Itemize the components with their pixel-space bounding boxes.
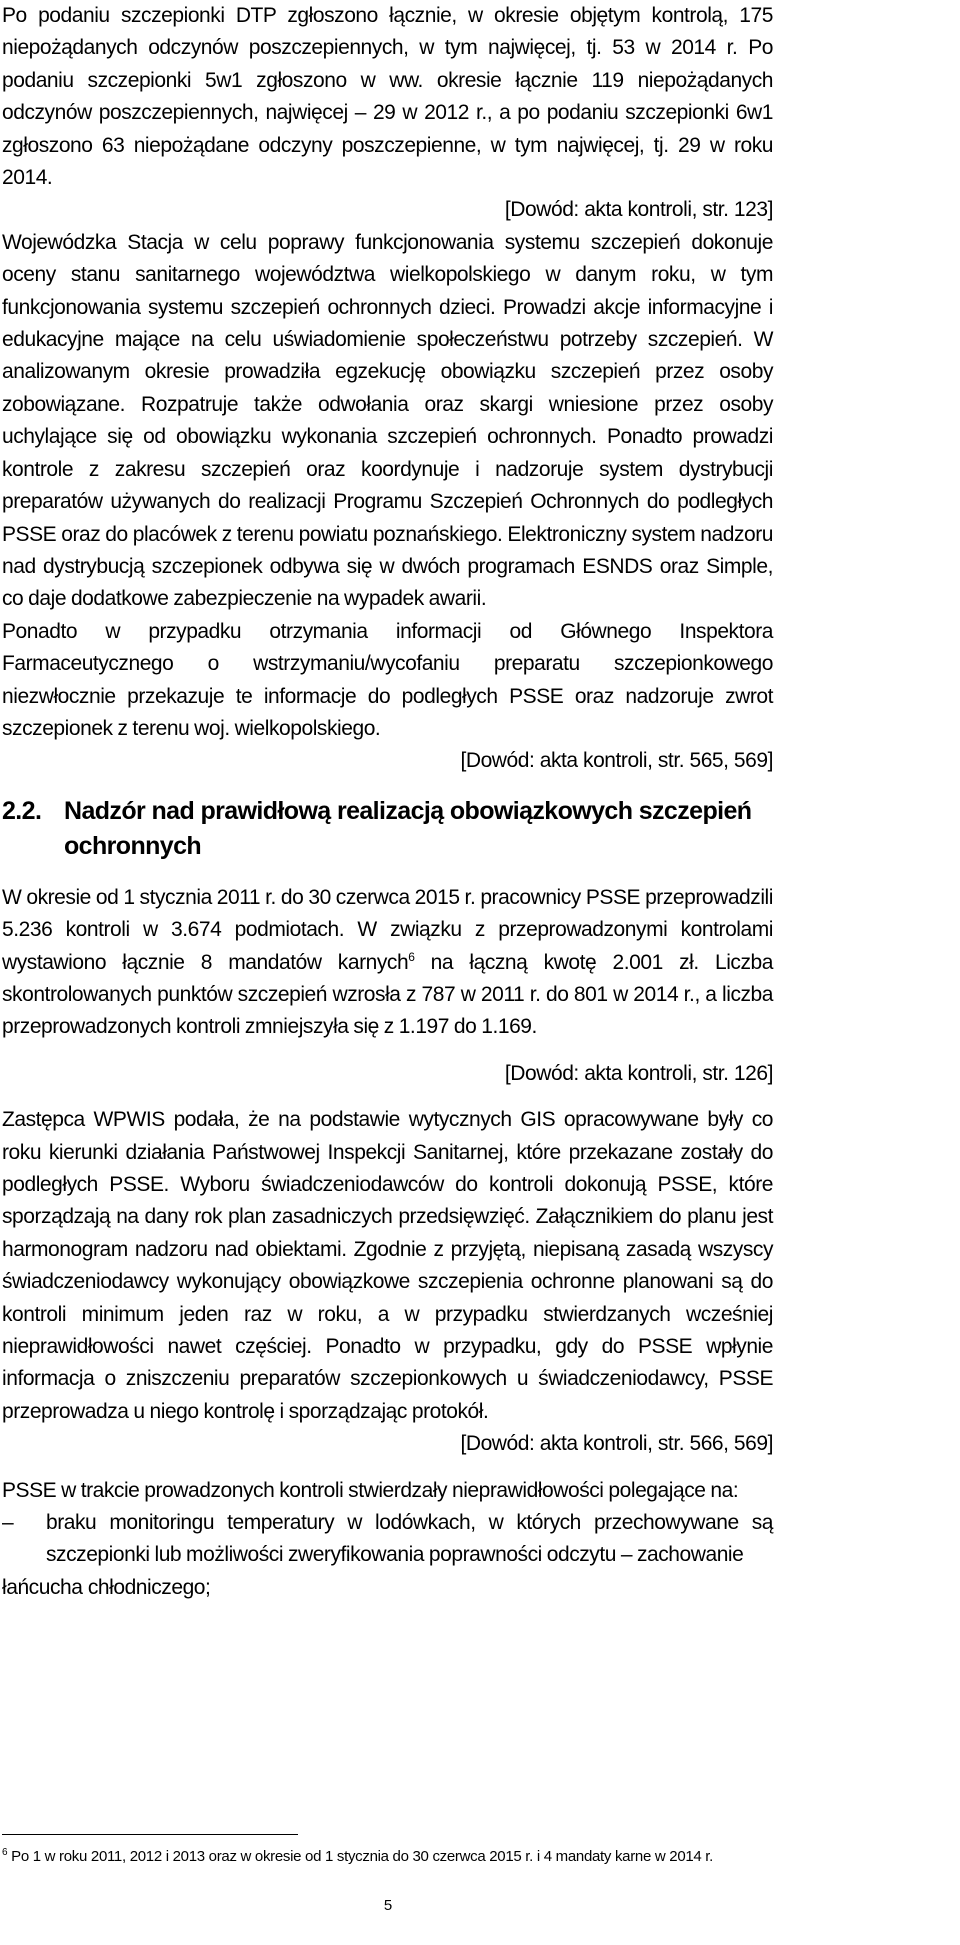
paragraph-adverse-reactions: Po podaniu szczepionki DTP zgłoszono łącznie, w okresie objętym kontrolą, 175 niepożądanych odczynów poszczepiennych, w tym najwięcej, tj. 53 w 2014 r. Po podaniu szczepionki 5w1 zgłoszono w ww. okresie łącznie 119 niepożądanych odczynów poszczepiennych, najwięcej – 29 w 2012 r., a po podaniu szczepionki 6w1 zgłoszono 63 niepożądane odczyny poszczepienne, w tym najwięcej, tj. 29 w roku 2014.	[2, 4, 773, 190]
footnote-reference[interactable]: 6	[408, 949, 415, 964]
list-item-text: braku monitoringu temperatury w lodówkach, w których przechowywane są szczepionki lub możliwości zweryfikowania poprawności odczytu – zachowanie	[46, 1511, 773, 1567]
paragraph-inspections	[2, 882, 773, 1044]
paragraph-pharmaceutical-inspector: Ponadto w przypadku otrzymania informacji od Głównego Inspektora Farmaceutycznego o wstrzymaniu/wycofaniu preparatu szczepionkowego niezwłocznie przekazuje te informacje do podległych PSSE oraz nadzoruje zwrot szczepionek z terenu woj. wielkopolskiego.	[2, 619, 773, 740]
list-item-continuation: łańcucha chłodniczego;	[2, 1575, 211, 1599]
paragraph-text: W okresie od 1 stycznia 2011 r. do 30 czerwca 2015 r. pracownicy PSSE przeprowadzili 5.236 kontroli w 3.674 podmiotach. W związku z przeprowadzonymi kontrolami wystawiono łącznie 8 mandatów karnych	[2, 885, 773, 974]
list-item	[2, 1507, 773, 1572]
page-number: 5	[383, 1897, 393, 1914]
paragraph-deputy-statement: Zastępca WPWIS podała, że na podstawie wytycznych GIS opracowywane były co roku kierunki działania Państwowej Inspekcji Sanitarnej, które przekazane zostały do podległych PSSE. Wyboru świadczeniodawców do kontroli dokonują PSSE, które sporządzają na dany rok plan zasadniczych przedsięwzięć. Załącznikiem do planu jest harmonogram nadzoru nad obiektami. Zgodnie z przyjętą, niepisaną zasadą wszyscy świadczeniodawcy wykonujący obowiązkowe szczepienia ochronne planowani są do kontroli minimum jeden raz w roku, a w przypadku stwierdzanych wcześniej nieprawidłowości nawet częściej. Ponadto w przypadku, gdy do PSSE wpłynie informacja o zniszczeniu preparatów szczepionkowych u świadczeniodawcy, PSSE przeprowadza u niego kontrolę i sporządzając protokół.	[2, 1108, 773, 1423]
footnote-text: Po 1 w roku 2011, 2012 i 2013 oraz w okresie od 1 stycznia do 30 czerwca 2015 r. i 4 mandaty karne w 2014 r.	[7, 1848, 714, 1865]
document-body	[2, 0, 773, 1604]
evidence-reference: [Dowód: akta kontroli, str. 126]	[504, 1061, 773, 1085]
list-dash: –	[2, 1511, 14, 1535]
footnote-marker: 6	[2, 1847, 8, 1858]
section-number: 2.2.	[2, 796, 42, 825]
section-heading	[2, 794, 773, 864]
footnote-divider	[2, 1834, 298, 1835]
evidence-reference: [Dowód: akta kontroli, str. 566, 569]	[460, 1432, 773, 1456]
evidence-reference: [Dowód: akta kontroli, str. 565, 569]	[460, 749, 773, 773]
footnote	[2, 1848, 777, 1866]
paragraph-voivodeship-station: Wojewódzka Stacja w celu poprawy funkcjonowania systemu szczepień dokonuje oceny stanu sanitarnego województwa wielkopolskiego w danym roku, w tym funkcjonowania systemu szczepień ochronnych dzieci. Prowadzi akcje informacyjne i edukacyjne mające na celu uświadomienie społeczeństwu potrzeby szczepień. W analizowanym okresie prowadziła egzekucję obowiązku szczepień przez osoby zobowiązane. Rozpatruje także odwołania oraz skargi wniesione przez osoby uchylające się od obowiązku wykonania szczepień ochronnych. Ponadto prowadzi kontrole z zakresu szczepień oraz koordynuje i nadzoruje system dystrybucji preparatów używanych do realizacji Programu Szczepień Ochronnych do podległych PSSE oraz do placówek z terenu powiatu poznańskiego. Elektroniczny system nadzoru nad dystrybucją szczepionek odbywa się w dwóch programach ESNDS oraz Simple, co daje dodatkowe zabezpieczenie na wypadek awarii.	[2, 230, 773, 611]
section-title: Nadzór nad prawidłową realizacją obowiązkowych szczepień ochronnych	[64, 796, 752, 860]
paragraph-irregularities-intro: PSSE w trakcie prowadzonych kontroli stwierdzały nieprawidłowości polegające na:	[2, 1478, 739, 1502]
evidence-reference: [Dowód: akta kontroli, str. 123]	[504, 198, 773, 222]
paragraph-text: na łączną kwotę 2.001 zł. Liczba skontrolowanych punktów szczepień wzrosła z 787 w 2011 r. do 801 w 2014 r., a liczba przeprowadzonych kontroli zmniejszyła się z 1.197 do 1.169.	[2, 950, 773, 1039]
